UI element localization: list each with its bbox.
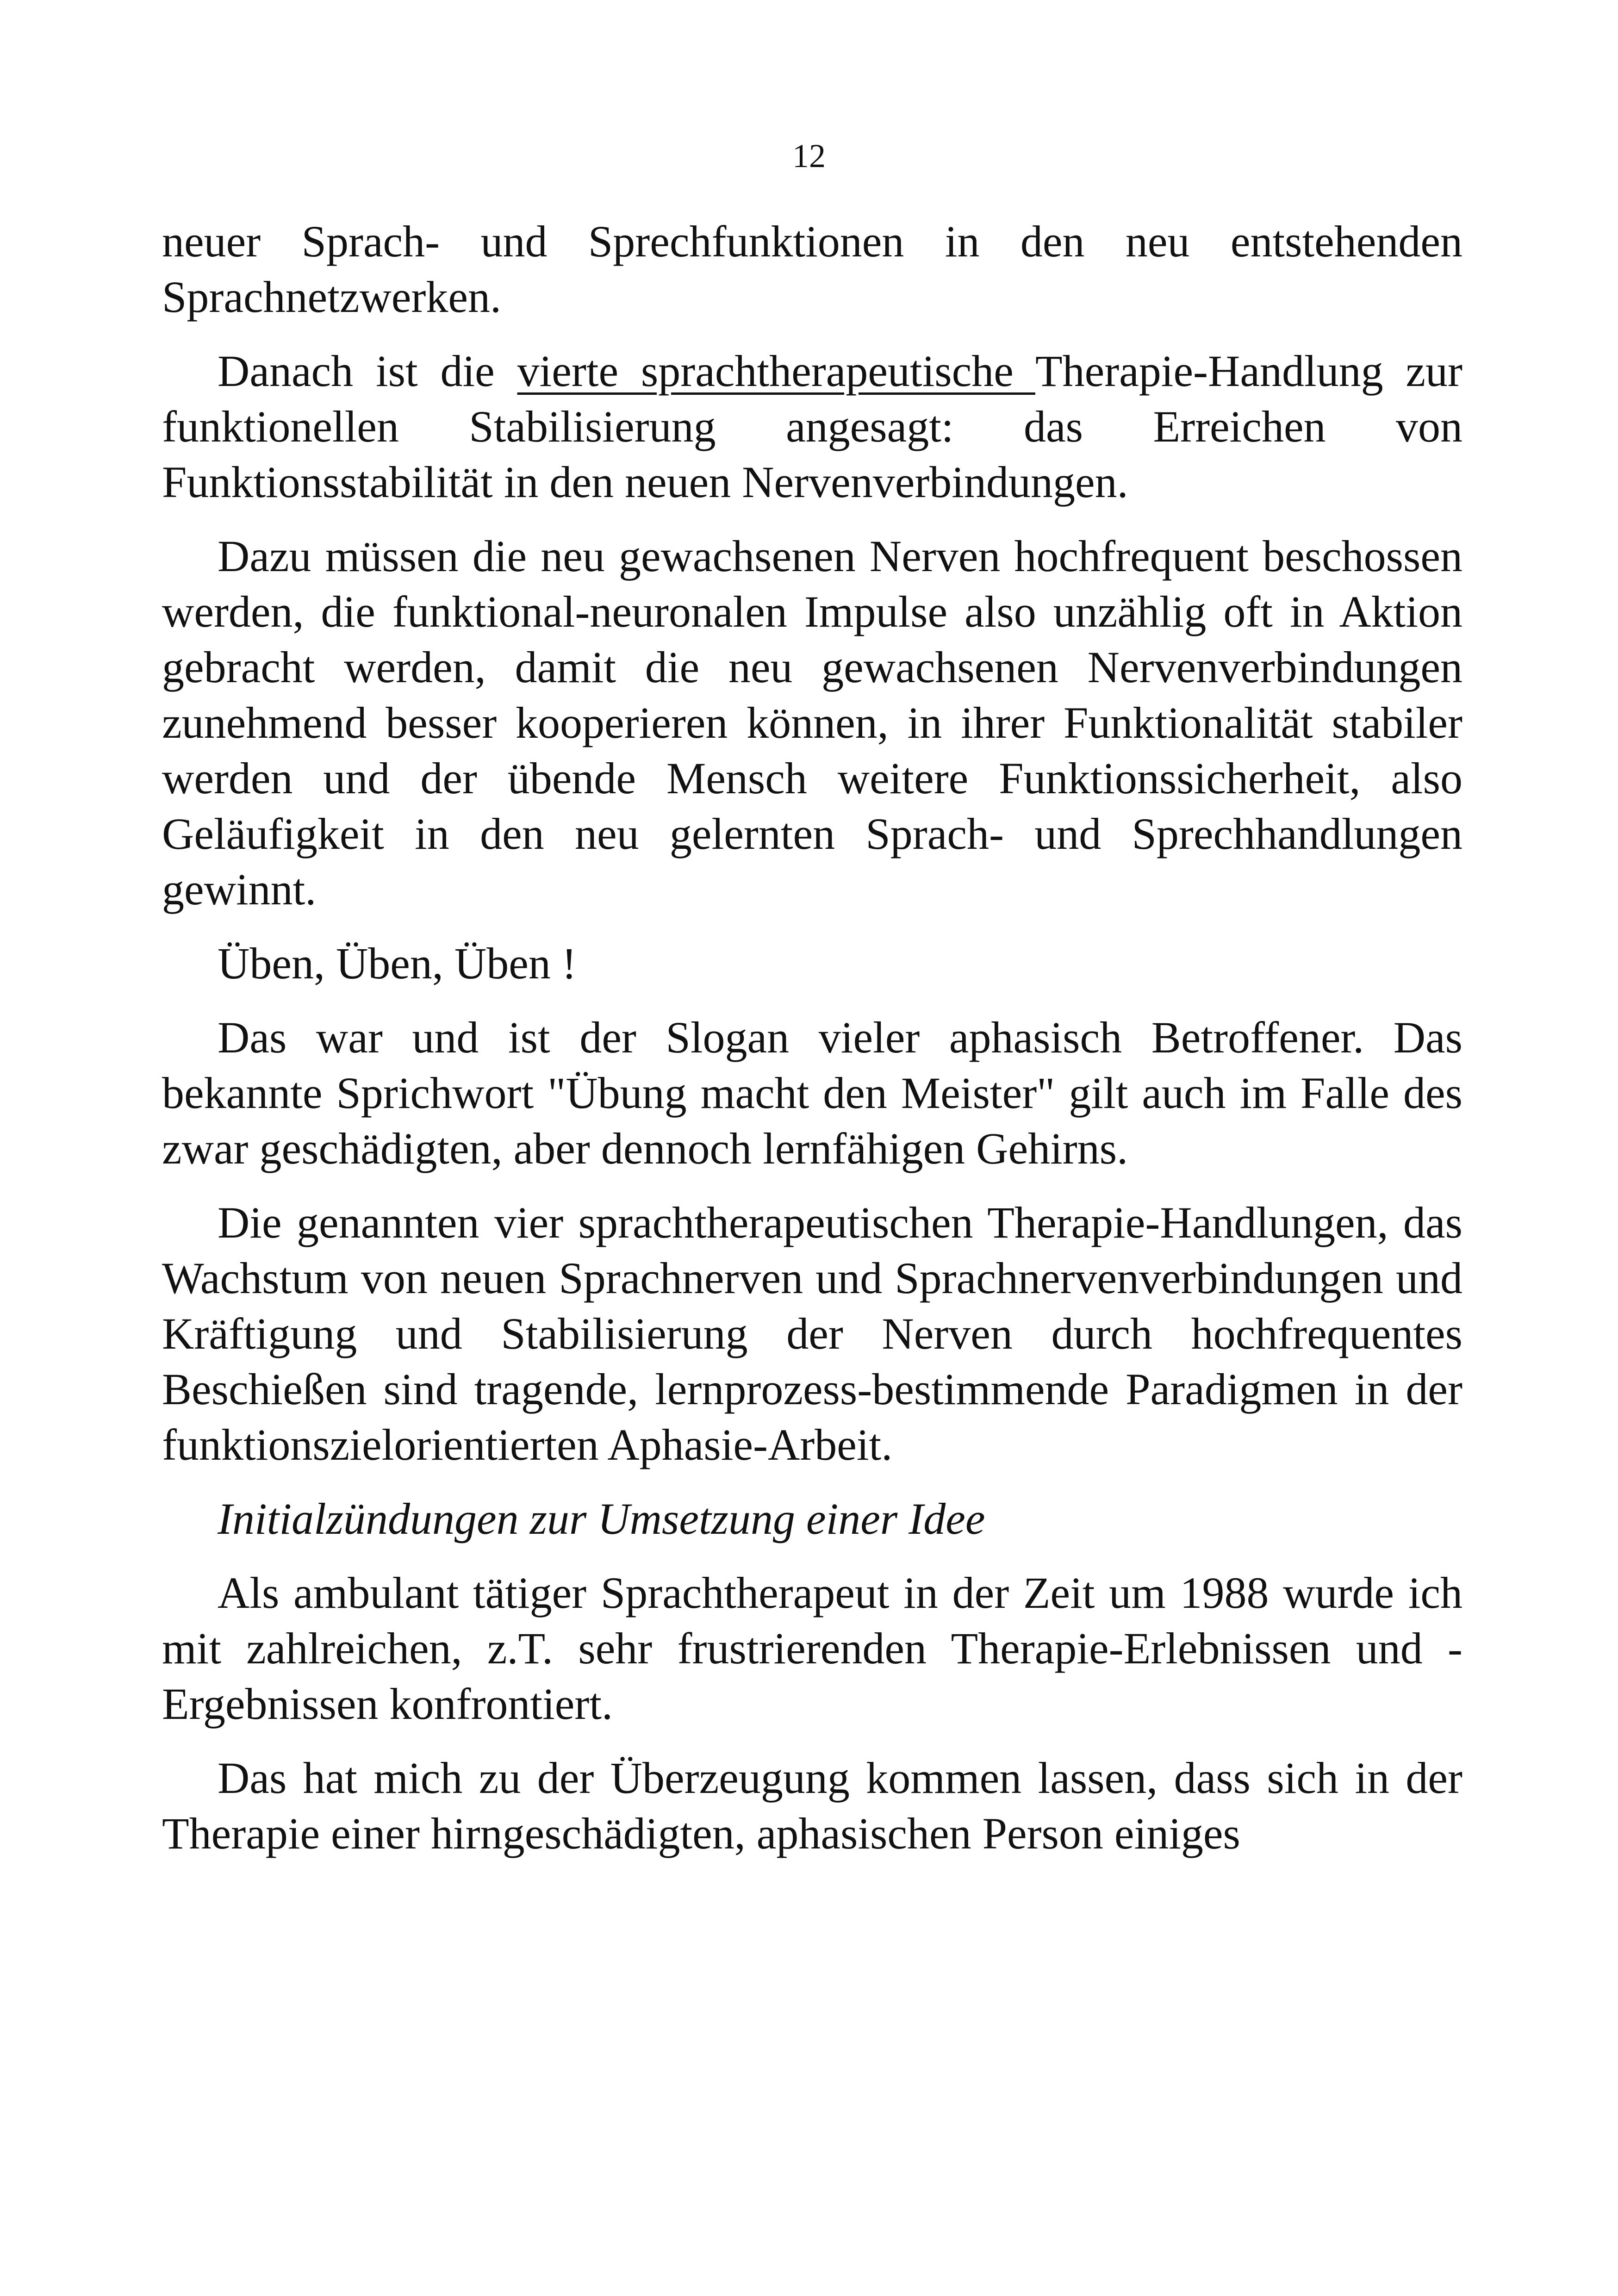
paragraph-fourth-therapy-step xyxy=(162,343,1462,510)
page-number: 12 xyxy=(792,137,826,174)
paragraph-proverb: Das war und ist der Slogan vieler aphasisch Betroffener. Das bekannte Sprichwort "Übung macht den Meister" gilt auch im Falle des zwar geschädigten, aber dennoch lernfähigen Gehirns. xyxy=(162,1013,1462,1173)
paragraph-conviction: Das hat mich zu der Überzeugung kommen lassen, dass sich in der Therapie einer hirngeschädigten, aphasischen Person einiges xyxy=(162,1753,1462,1858)
paragraph-nerve-stimulation: Dazu müssen die neu gewachsenen Nerven hochfrequent beschossen werden, die funktional-neuronalen Impulse also unzählig oft in Aktion gebracht werden, damit die neu gewachsenen Nervenverbindungen zunehmend besser kooperieren können, in ihrer Funktionalität stabiler werden und der übende Mensch weitere Funktionssicherheit, also Geläufigkeit in den neu gelernten Sprach- und Sprechhandlungen gewinnt. xyxy=(162,531,1462,914)
underlined-phrase: vierte sprachtherapeutische xyxy=(517,346,1035,396)
paragraph-continuation: neuer Sprach- und Sprechfunktionen in den neu entstehenden Sprachnetzwerken. xyxy=(162,217,1462,322)
paragraph-paradigms: Die genannten vier sprachtherapeutischen Therapie-Handlungen, das Wachstum von neuen Sprachnerven und Sprachnervenverbindungen und Kräftigung und Stabilisierung der Nerven durch hochfrequentes Beschießen sind tragende, lernprozess-bestimmende Paradigmen in der funktionszielorientierten Aphasie-Arbeit. xyxy=(162,1198,1462,1469)
paragraph-text: Danach ist die xyxy=(218,346,517,396)
document-body xyxy=(162,214,1462,1880)
section-heading: Initialzündungen zur Umsetzung einer Idee xyxy=(218,1494,985,1543)
paragraph-slogan: Üben, Üben, Üben ! xyxy=(218,939,577,988)
paragraph-therapist-experience: Als ambulant tätiger Sprachtherapeut in der Zeit um 1988 wurde ich mit zahlreichen, z.T. sehr frustrierenden Therapie-Erlebnissen und -Ergebnissen konfrontiert. xyxy=(162,1568,1462,1729)
paragraph-text: Therapie-Handlung zur funktionellen Stabilisierung angesagt: das Erreichen von Funktionsstabilität in den neuen Nervenverbindungen. xyxy=(162,346,1463,507)
